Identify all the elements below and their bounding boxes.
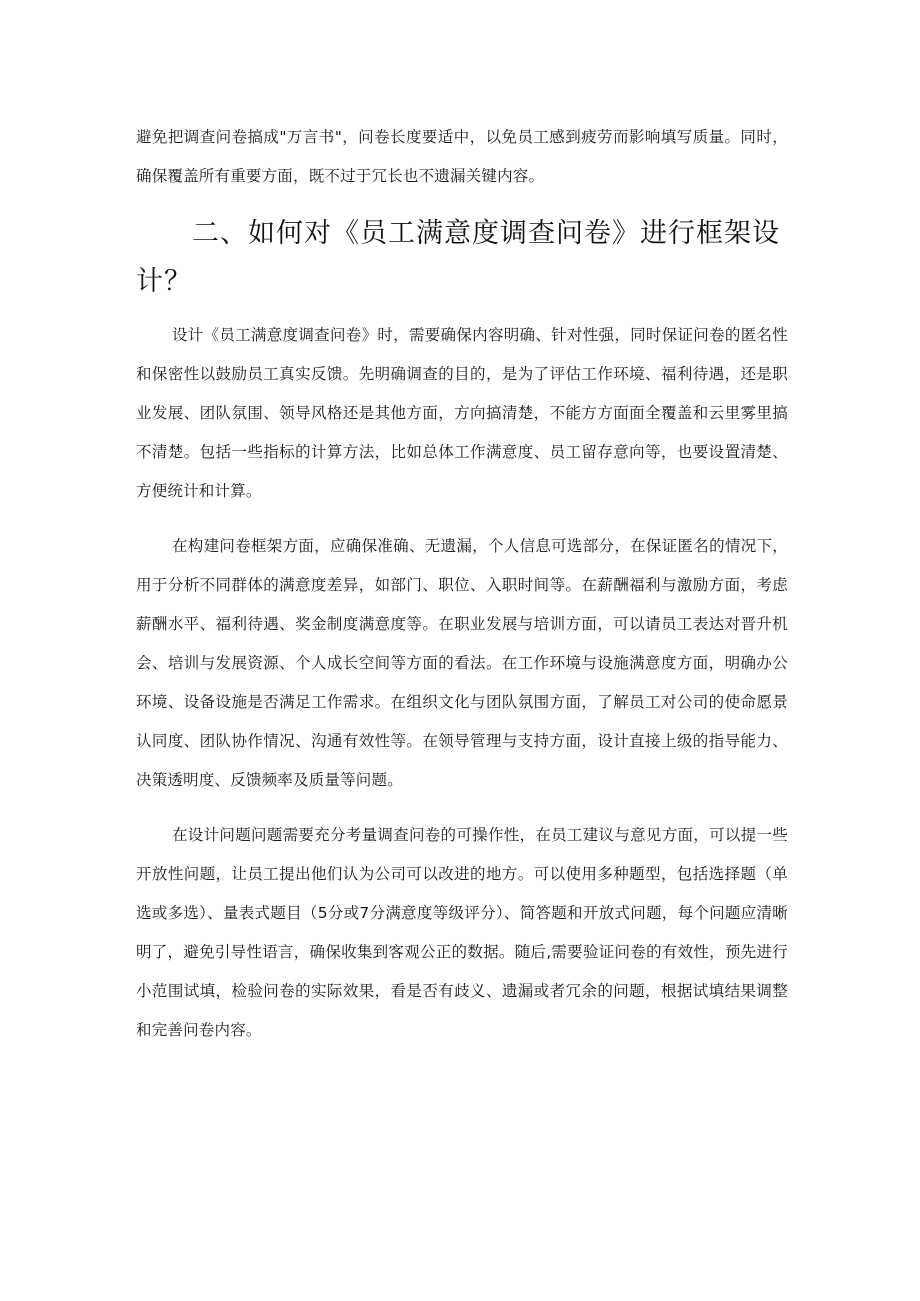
section-heading: 二、如何对《员工满意度调查问卷》进行框架设计？ [136,218,780,297]
body-paragraph-question-design: 在设计问题问题需要充分考量调查问卷的可操作性，在员工建议与意见方面，可以提一些开放性问题，让员工提出他们认为公司可以改进的地方。可以使用多种题型，包括选择题（单选或多选）、量表式题目（5分或7分满意度等级评分）、简答题和开放式问题，每个问题应清晰明了，避免引导性语言，确保收集到客观公正的数据。随后,需要验证问卷的有效性，预先进行小范围试填，检验问卷的实际效果，看是否有歧义、遗漏或者冗余的问题，根据试填结果调整和完善问卷内容。 [136,826,788,1039]
document-body [136,118,788,1050]
body-paragraph-framework: 在构建问卷框架方面，应确保准确、无遗漏，个人信息可选部分，在保证匿名的情况下，用于分析不同群体的满意度差异，如部门、职位、入职时间等。在薪酬福利与激励方面，考虑薪酬水平、福利待遇、奖金制度满意度等。在职业发展与培训方面，可以请员工表达对晋升机会、培训与发展资源、个人成长空间等方面的看法。在工作环境与设施满意度方面，明确办公环境、设备设施是否满足工作需求。在组织文化与团队氛围方面，了解员工对公司的使命愿景认同度、团队协作情况、沟通有效性等。在领导管理与支持方面，设计直接上级的指导能力、决策透明度、反馈频率及质量等问题。 [136,537,788,789]
paragraph-spacer [136,511,788,527]
paragraph-spacer [136,800,788,816]
intro-paragraph: 避免把调查问卷搞成"万言书"，问卷长度要适中，以免员工感到疲劳而影响填写质量。同时，确保覆盖所有重要方面，既不过于冗长也不遗漏关键内容。 [136,128,788,185]
section-heading-block [136,210,788,306]
body-paragraph-purpose: 设计《员工满意度调查问卷》时，需要确保内容明确、针对性强，同时保证问卷的匿名性和保密性以鼓励员工真实反馈。先明确调查的目的，是为了评估工作环境、福利待遇，还是职业发展、团队氛围、领导风格还是其他方面，方向搞清楚，不能方方面面全覆盖和云里雾里搞不清楚。包括一些指标的计算方法，比如总体工作满意度、员工留存意向等，也要设置清楚、方便统计和计算。 [136,326,788,500]
